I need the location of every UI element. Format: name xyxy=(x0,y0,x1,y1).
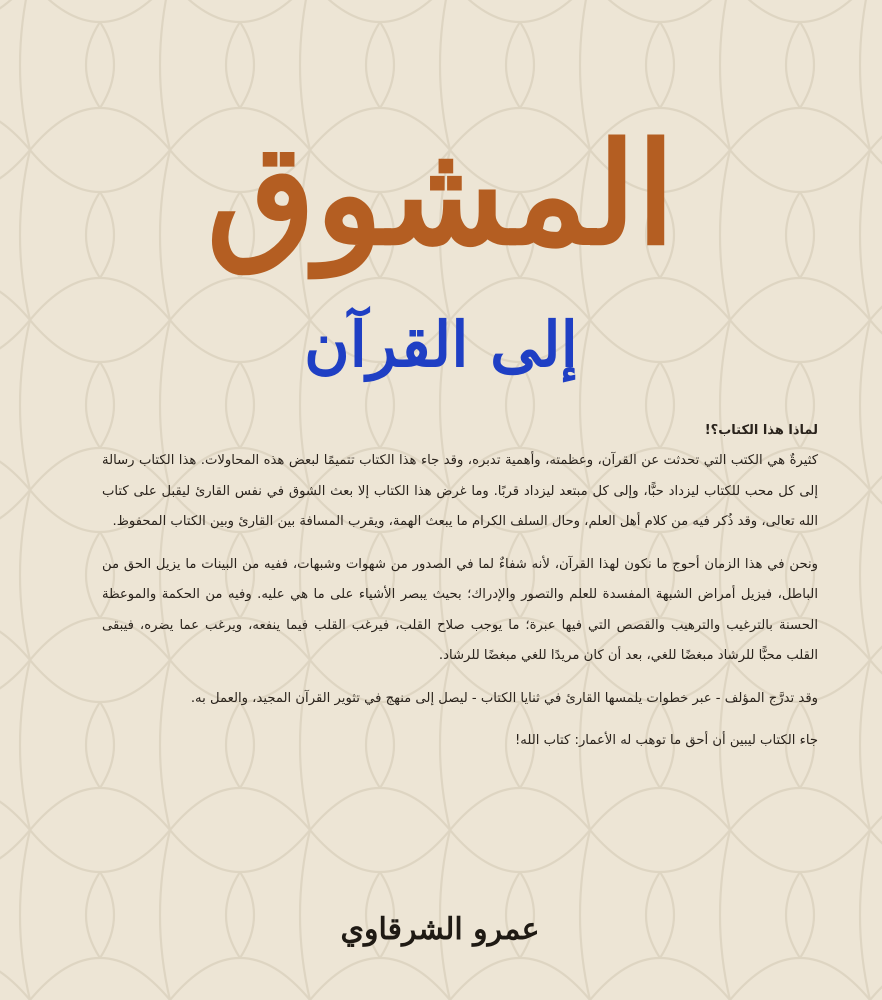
blurb-closing: جاء الكتاب ليبين أن أحق ما توهب له الأعمار: كتاب الله! xyxy=(515,733,818,748)
cover-title-block xyxy=(0,100,882,400)
blurb-heading: لماذا هذا الكتاب؟! xyxy=(704,423,818,438)
back-cover-blurb xyxy=(102,420,818,757)
book-title: المشوق xyxy=(206,113,676,277)
author-signature: عمرو الشرقاوي xyxy=(340,912,540,947)
blurb-paragraph-2: ونحن في هذا الزمان أحوج ما نكون لهذا القرآن، لأنه شفاءٌ لما في الصدور من شهوات وشبهات، ففيه من البينات ما يزيل الحق من الباطل، فيزيل أمراض الشبهة المفسدة للعلم والتصور والإدراك؛ بحيث يبصر الأشياء على ما هي عليه. وفيه من الحكمة والموعظة الحسنة بالترغيب والترهيب والقصص التي فيها عبرة؛ ما يوجب صلاح القلب، فيرغب القلب فيما ينفعه، ويرغب عما يضره، فيبقى القلب محبًّا للرشاد مبغضًا للغي، بعد أن كان مريدًا للغي مبغضًا للرشاد. xyxy=(102,556,818,663)
blurb-paragraph-1: كثيرةٌ هي الكتب التي تحدثت عن القرآن، وعظمته، وأهمية تدبره، وقد جاء هذا الكتاب تتميمًا لبعض هذه المحاولات. هذا الكتاب رسالة إلى كل محب للكتاب ليزداد حبًّا، وإلى كل مبتعد ليزداد قربًا. وما غرض هذا الكتاب إلا بعث الشوق في نفس القارئ ليقبل على كتاب الله تعالى، وقد ذُكر فيه من كلام أهل العلم، وحال السلف الكرام ما يبعث الهمة، ويقرب المسافة بين القارئ وبين الكتاب المحفوظ. xyxy=(102,453,818,529)
blurb-paragraph-3: وقد تدرَّج المؤلف - عبر خطوات يلمسها القارئ في ثنايا الكتاب - ليصل إلى منهج في تثوير القرآن المجيد، والعمل به. xyxy=(190,690,818,706)
book-subtitle: إلى القرآن xyxy=(304,308,578,381)
